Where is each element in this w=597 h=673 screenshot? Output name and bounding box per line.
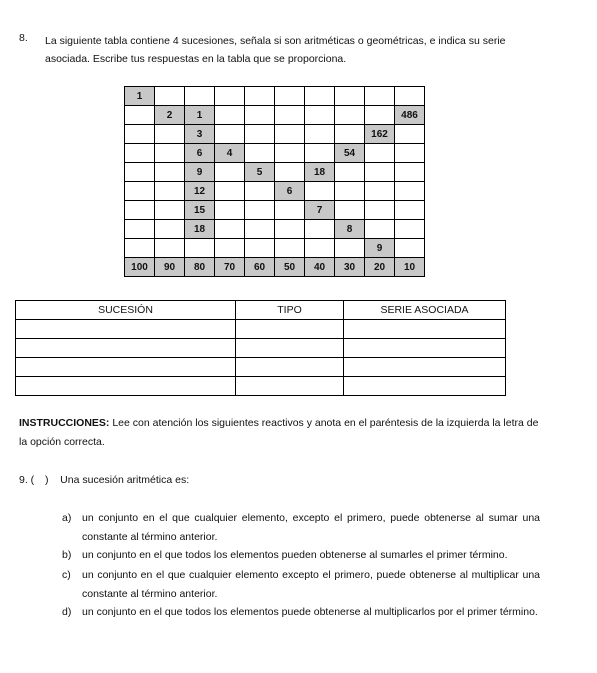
grid-cell bbox=[275, 239, 305, 258]
option-c-text: un conjunto en el que cualquier elemento excepto el primero, puede obtenerse al multiplicar una constante al término anterior. bbox=[82, 569, 540, 600]
grid-row bbox=[125, 239, 425, 258]
answer-row bbox=[16, 358, 506, 377]
grid-cell bbox=[245, 182, 275, 201]
grid-cell: 40 bbox=[305, 258, 335, 277]
answer-cell[interactable] bbox=[236, 320, 344, 339]
grid-cell bbox=[275, 87, 305, 106]
answer-cell[interactable] bbox=[236, 377, 344, 396]
question-9-number: 9. ( bbox=[19, 474, 35, 486]
answer-cell[interactable] bbox=[344, 358, 506, 377]
grid-cell bbox=[395, 87, 425, 106]
grid-cell: 9 bbox=[365, 239, 395, 258]
option-c bbox=[62, 566, 540, 604]
grid-cell bbox=[335, 87, 365, 106]
grid-cell bbox=[215, 182, 245, 201]
grid-cell bbox=[365, 144, 395, 163]
grid-cell bbox=[365, 220, 395, 239]
question-8-number: 8. bbox=[19, 32, 28, 44]
answer-parenthesis-close: ) bbox=[45, 474, 49, 486]
grid-cell bbox=[365, 106, 395, 125]
grid-cell bbox=[275, 144, 305, 163]
grid-cell: 54 bbox=[335, 144, 365, 163]
grid-cell: 100 bbox=[125, 258, 155, 277]
question-9 bbox=[19, 474, 189, 486]
option-a-letter: a) bbox=[62, 512, 72, 524]
grid-cell: 10 bbox=[395, 258, 425, 277]
grid-cell bbox=[395, 201, 425, 220]
grid-cell bbox=[305, 239, 335, 258]
grid-cell bbox=[275, 163, 305, 182]
answer-cell[interactable] bbox=[16, 320, 236, 339]
grid-row bbox=[125, 182, 425, 201]
option-d bbox=[62, 603, 540, 622]
grid-cell bbox=[365, 201, 395, 220]
grid-cell: 12 bbox=[185, 182, 215, 201]
answer-cell[interactable] bbox=[344, 377, 506, 396]
grid-cell bbox=[395, 239, 425, 258]
answer-cell[interactable] bbox=[344, 339, 506, 358]
answer-row bbox=[16, 320, 506, 339]
header-serie-asociada: SERIE ASOCIADA bbox=[344, 301, 506, 320]
option-c-letter: c) bbox=[62, 569, 71, 581]
grid-cell bbox=[335, 201, 365, 220]
grid-cell: 6 bbox=[185, 144, 215, 163]
answer-cell[interactable] bbox=[16, 377, 236, 396]
grid-row bbox=[125, 201, 425, 220]
question-8-text: La siguiente tabla contiene 4 sucesiones, señala si son aritméticas o geométricas, e indica su serie asociada. Escribe tus respuestas en la tabla que se proporciona. bbox=[45, 35, 506, 65]
grid-cell: 7 bbox=[305, 201, 335, 220]
grid-cell: 8 bbox=[335, 220, 365, 239]
grid-cell bbox=[335, 182, 365, 201]
grid-cell: 60 bbox=[245, 258, 275, 277]
grid-cell bbox=[395, 182, 425, 201]
grid-row bbox=[125, 220, 425, 239]
option-d-text: un conjunto en el que todos los elementos puede obtenerse al multiplicarlos por el primer término. bbox=[82, 606, 538, 618]
grid-cell bbox=[185, 87, 215, 106]
grid-cell bbox=[215, 125, 245, 144]
grid-cell bbox=[125, 201, 155, 220]
question-9-prompt: Una sucesión aritmética es: bbox=[60, 474, 190, 486]
grid-cell bbox=[125, 144, 155, 163]
grid-cell bbox=[335, 106, 365, 125]
grid-cell bbox=[125, 239, 155, 258]
grid-cell: 50 bbox=[275, 258, 305, 277]
grid-cell bbox=[305, 144, 335, 163]
grid-cell bbox=[245, 106, 275, 125]
grid-cell bbox=[395, 144, 425, 163]
grid-cell: 2 bbox=[155, 106, 185, 125]
answer-cell[interactable] bbox=[344, 320, 506, 339]
grid-cell bbox=[245, 125, 275, 144]
answer-cell[interactable] bbox=[16, 339, 236, 358]
grid-cell bbox=[215, 87, 245, 106]
grid-cell bbox=[395, 163, 425, 182]
grid-cell bbox=[155, 163, 185, 182]
grid-cell bbox=[155, 87, 185, 106]
grid-cell bbox=[245, 220, 275, 239]
option-b-text: un conjunto en el que todos los elementos pueden obtenerse al sumarles el primer término. bbox=[82, 549, 508, 561]
grid-cell bbox=[305, 125, 335, 144]
grid-cell: 9 bbox=[185, 163, 215, 182]
instructions bbox=[19, 414, 539, 452]
answer-table bbox=[15, 300, 506, 396]
grid-row bbox=[125, 87, 425, 106]
grid-cell: 18 bbox=[185, 220, 215, 239]
grid-cell bbox=[125, 125, 155, 144]
grid-cell: 6 bbox=[275, 182, 305, 201]
grid-cell bbox=[335, 239, 365, 258]
grid-cell bbox=[305, 106, 335, 125]
grid-cell: 1 bbox=[125, 87, 155, 106]
instructions-text: Lee con atención los siguientes reactivos y anota en el paréntesis de la izquierda la letra de la opción correcta. bbox=[19, 417, 539, 448]
grid-cell: 20 bbox=[365, 258, 395, 277]
grid-cell bbox=[125, 106, 155, 125]
option-d-letter: d) bbox=[62, 606, 72, 618]
grid-cell bbox=[275, 201, 305, 220]
header-sucesion: SUCESIÓN bbox=[16, 301, 236, 320]
grid-cell bbox=[395, 220, 425, 239]
grid-cell bbox=[155, 144, 185, 163]
grid-cell bbox=[245, 144, 275, 163]
grid-cell bbox=[185, 239, 215, 258]
grid-cell bbox=[275, 220, 305, 239]
grid-row bbox=[125, 258, 425, 277]
grid-cell bbox=[125, 220, 155, 239]
grid-cell bbox=[215, 239, 245, 258]
grid-cell bbox=[305, 182, 335, 201]
grid-cell: 80 bbox=[185, 258, 215, 277]
sequence-grid bbox=[124, 86, 425, 277]
grid-cell: 1 bbox=[185, 106, 215, 125]
grid-cell bbox=[155, 201, 185, 220]
grid-cell: 5 bbox=[245, 163, 275, 182]
grid-cell bbox=[155, 125, 185, 144]
grid-cell bbox=[155, 239, 185, 258]
grid-cell bbox=[365, 163, 395, 182]
grid-cell bbox=[275, 125, 305, 144]
grid-cell: 3 bbox=[185, 125, 215, 144]
grid-cell bbox=[125, 163, 155, 182]
grid-row bbox=[125, 125, 425, 144]
grid-cell: 18 bbox=[305, 163, 335, 182]
grid-cell: 486 bbox=[395, 106, 425, 125]
grid-cell: 30 bbox=[335, 258, 365, 277]
grid-cell bbox=[125, 182, 155, 201]
answer-cell[interactable] bbox=[236, 339, 344, 358]
grid-cell: 70 bbox=[215, 258, 245, 277]
grid-cell bbox=[395, 125, 425, 144]
grid-cell bbox=[245, 87, 275, 106]
answer-cell[interactable] bbox=[16, 358, 236, 377]
grid-cell bbox=[215, 201, 245, 220]
grid-cell bbox=[365, 182, 395, 201]
grid-cell: 90 bbox=[155, 258, 185, 277]
grid-cell bbox=[365, 87, 395, 106]
grid-cell bbox=[275, 106, 305, 125]
grid-cell bbox=[335, 125, 365, 144]
grid-cell bbox=[215, 220, 245, 239]
grid-cell bbox=[215, 163, 245, 182]
answer-row bbox=[16, 377, 506, 396]
grid-cell bbox=[155, 220, 185, 239]
grid-cell: 4 bbox=[215, 144, 245, 163]
grid-cell bbox=[335, 163, 365, 182]
grid-cell: 162 bbox=[365, 125, 395, 144]
option-b-letter: b) bbox=[62, 549, 72, 561]
grid-cell bbox=[305, 220, 335, 239]
instructions-label: INSTRUCCIONES: bbox=[19, 417, 110, 429]
option-a bbox=[62, 509, 540, 547]
grid-row bbox=[125, 106, 425, 125]
grid-cell bbox=[215, 106, 245, 125]
option-a-text: un conjunto en el que cualquier elemento, excepto el primero, puede obtenerse al sumar una constante al término anterior. bbox=[82, 512, 540, 543]
grid-cell bbox=[245, 201, 275, 220]
grid-cell: 15 bbox=[185, 201, 215, 220]
grid-cell bbox=[245, 239, 275, 258]
header-tipo: TIPO bbox=[236, 301, 344, 320]
answer-row bbox=[16, 339, 506, 358]
grid-row bbox=[125, 144, 425, 163]
grid-row bbox=[125, 163, 425, 182]
grid-cell bbox=[155, 182, 185, 201]
answer-cell[interactable] bbox=[236, 358, 344, 377]
option-b bbox=[62, 546, 540, 565]
grid-cell bbox=[305, 87, 335, 106]
